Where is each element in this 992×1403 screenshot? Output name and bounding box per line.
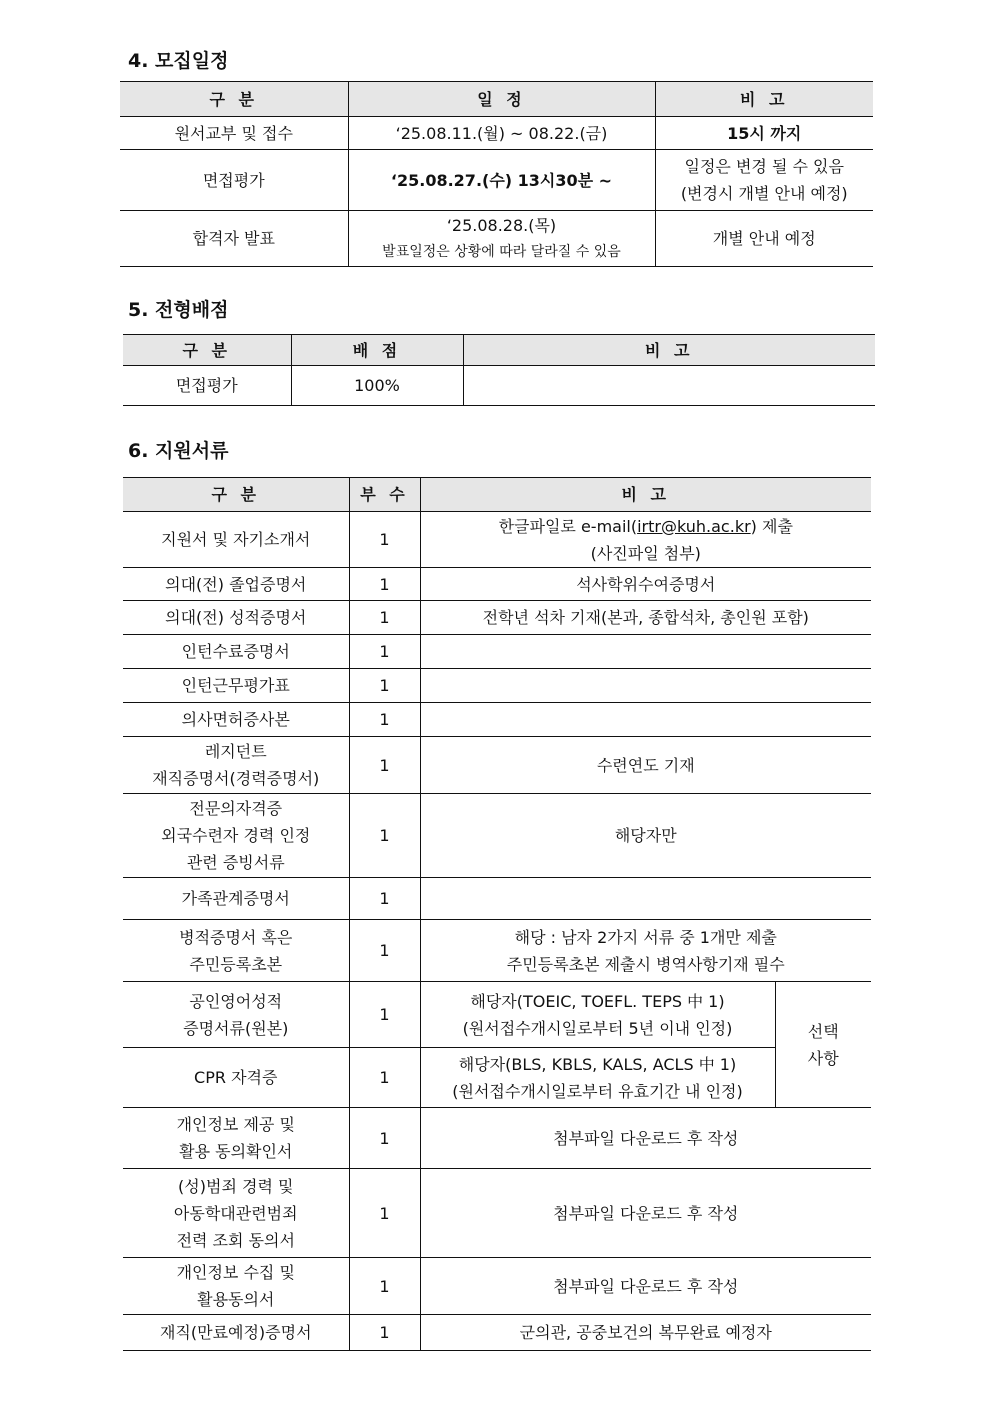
row-label <box>123 1169 349 1258</box>
label-line: 외국수련자 경력 인정 <box>161 826 311 845</box>
label-line: 공인영어성적 <box>189 991 283 1011</box>
note-line <box>425 513 868 540</box>
row-label <box>123 920 349 982</box>
row-note: 수련연도 기재 <box>420 737 871 794</box>
row-count: 1 <box>349 601 420 635</box>
row-label <box>123 1258 349 1315</box>
row-note: 석사학위수여증명서 <box>420 568 871 601</box>
row-count: 1 <box>349 878 420 920</box>
row-label <box>123 794 349 878</box>
row-count: 1 <box>349 568 420 601</box>
row-count: 1 <box>349 982 420 1048</box>
row-count: 1 <box>349 1108 420 1169</box>
note-text: 한글파일로 e-mail( <box>498 516 638 536</box>
row-label: 의대(전) 졸업증명서 <box>123 568 349 601</box>
score-table <box>123 334 875 406</box>
row-schedule <box>348 211 655 267</box>
label-line: 활용동의서 <box>197 1290 275 1309</box>
side-line: 선택 <box>807 1021 839 1041</box>
row-label: 의사면허증사본 <box>123 703 349 737</box>
row-note: 전학년 석차 기재(본과, 종합석차, 총인원 포함) <box>420 601 871 635</box>
row-note <box>420 878 871 920</box>
note-line: 해당 : 남자 2가지 서류 중 1개만 제출 <box>514 927 777 947</box>
table-row <box>123 1048 871 1108</box>
header-category: 구 분 <box>120 82 348 117</box>
row-label: 지원서 및 자기소개서 <box>123 512 349 568</box>
row-count: 1 <box>349 1169 420 1258</box>
row-label: 면접평가 <box>120 150 348 211</box>
header-category: 구 분 <box>123 335 291 366</box>
row-label: 원서교부 및 접수 <box>120 117 348 150</box>
row-note: 15시 까지 <box>655 117 873 150</box>
row-count: 1 <box>349 703 420 737</box>
table-row <box>123 737 871 794</box>
header-note: 비 고 <box>655 82 873 117</box>
row-note: 해당자만 <box>420 794 871 878</box>
header-note: 비 고 <box>420 478 871 512</box>
section-4-title: 4. 모집일정 <box>128 50 229 72</box>
optional-items-label <box>775 982 871 1108</box>
row-count: 1 <box>349 794 420 878</box>
row-label: CPR 자격증 <box>123 1048 349 1108</box>
side-line: 사항 <box>807 1048 839 1068</box>
row-count: 1 <box>349 512 420 568</box>
note-line: 주민등록초본 제출시 병역사항기재 필수 <box>506 954 785 974</box>
schedule-table <box>120 81 873 267</box>
table-row <box>123 1108 871 1169</box>
row-label: 의대(전) 성적증명서 <box>123 601 349 635</box>
note-text: ) 제출 <box>750 516 793 536</box>
note-line: (변경시 개별 안내 예정) <box>680 184 848 203</box>
note-line: 해당자(TOEIC, TOEFL. TEPS 中 1) <box>470 991 725 1011</box>
label-line: 주민등록초본 <box>189 954 283 974</box>
section-6-title: 6. 지원서류 <box>128 440 229 462</box>
documents-table <box>123 477 871 1351</box>
row-label <box>123 737 349 794</box>
row-note <box>420 920 871 982</box>
table-row <box>123 703 871 737</box>
label-line: 개인정보 제공 및 <box>176 1115 295 1134</box>
row-label: 인턴수료증명서 <box>123 635 349 669</box>
header-count: 부 수 <box>349 478 420 512</box>
row-note: 첨부파일 다운로드 후 작성 <box>420 1258 871 1315</box>
label-line: 병적증명서 혹은 <box>179 927 293 947</box>
table-row <box>120 150 873 211</box>
email-link[interactable]: irtr@kuh.ac.kr <box>637 516 751 536</box>
table-row <box>123 1315 871 1351</box>
row-note <box>420 703 871 737</box>
row-note: 첨부파일 다운로드 후 작성 <box>420 1169 871 1258</box>
label-line: 전력 조회 동의서 <box>176 1230 295 1250</box>
table-row <box>123 601 871 635</box>
row-count: 1 <box>349 635 420 669</box>
row-note: 첨부파일 다운로드 후 작성 <box>420 1108 871 1169</box>
row-count: 1 <box>349 737 420 794</box>
note-line: (원서접수개시일로부터 5년 이내 인정) <box>462 1018 733 1038</box>
label-line: 증명서류(원본) <box>183 1018 289 1038</box>
row-count: 1 <box>349 1048 420 1108</box>
table-row <box>123 982 871 1048</box>
row-count: 1 <box>349 1315 420 1351</box>
table-row <box>123 635 871 669</box>
table-row <box>123 669 871 703</box>
row-note <box>420 512 871 568</box>
header-score: 배 점 <box>291 335 463 366</box>
row-count: 1 <box>349 669 420 703</box>
table-row <box>120 211 873 267</box>
table-row <box>120 117 873 150</box>
row-label: 합격자 발표 <box>120 211 348 267</box>
header-category: 구 분 <box>123 478 349 512</box>
label-line: 활용 동의확인서 <box>179 1142 293 1161</box>
table-row <box>123 512 871 568</box>
row-note <box>463 366 875 406</box>
table-row <box>123 366 875 406</box>
note-line: (원서접수개시일로부터 유효기간 내 인정) <box>452 1081 743 1101</box>
label-line: 전문의자격증 <box>189 799 283 818</box>
note-line: 해당자(BLS, KBLS, KALS, ACLS 中 1) <box>458 1054 737 1074</box>
row-note <box>420 1048 775 1108</box>
table-row <box>123 794 871 878</box>
row-schedule: ‘25.08.27.(수) 13시30분 ~ <box>348 150 655 211</box>
label-line: 관련 증빙서류 <box>186 853 285 872</box>
row-note: 개별 안내 예정 <box>655 211 873 267</box>
row-note <box>420 635 871 669</box>
row-label: 면접평가 <box>123 366 291 406</box>
row-label: 가족관계증명서 <box>123 878 349 920</box>
label-line: (성)범죄 경력 및 <box>178 1176 294 1196</box>
label-line: 아동학대관련범죄 <box>173 1203 298 1223</box>
row-label <box>123 1108 349 1169</box>
label-line: 재직증명서(경력증명서) <box>152 769 320 788</box>
table-row <box>123 1169 871 1258</box>
row-label: 인턴근무평가표 <box>123 669 349 703</box>
note-line: (사진파일 첨부) <box>590 543 701 563</box>
table-row <box>123 878 871 920</box>
schedule-note: 발표일정은 상황에 따라 달라질 수 있음 <box>382 243 621 260</box>
row-note <box>420 982 775 1048</box>
row-count: 1 <box>349 920 420 982</box>
row-note <box>655 150 873 211</box>
table-row <box>123 1258 871 1315</box>
header-note: 비 고 <box>463 335 875 366</box>
note-line: 일정은 변경 될 수 있음 <box>684 157 844 176</box>
label-line: 레지던트 <box>204 742 267 761</box>
row-note <box>420 669 871 703</box>
row-label: 재직(만료예정)증명서 <box>123 1315 349 1351</box>
row-schedule: ‘25.08.11.(월) ~ 08.22.(금) <box>348 117 655 150</box>
section-5-title: 5. 전형배점 <box>128 299 229 321</box>
row-note: 군의관, 공중보건의 복무완료 예정자 <box>420 1315 871 1351</box>
table-row <box>123 568 871 601</box>
row-score: 100% <box>291 366 463 406</box>
label-line: 개인정보 수집 및 <box>176 1263 295 1282</box>
table-row <box>123 920 871 982</box>
header-schedule: 일 정 <box>348 82 655 117</box>
row-label <box>123 982 349 1048</box>
row-count: 1 <box>349 1258 420 1315</box>
schedule-date: ‘25.08.28.(목) <box>446 215 557 235</box>
